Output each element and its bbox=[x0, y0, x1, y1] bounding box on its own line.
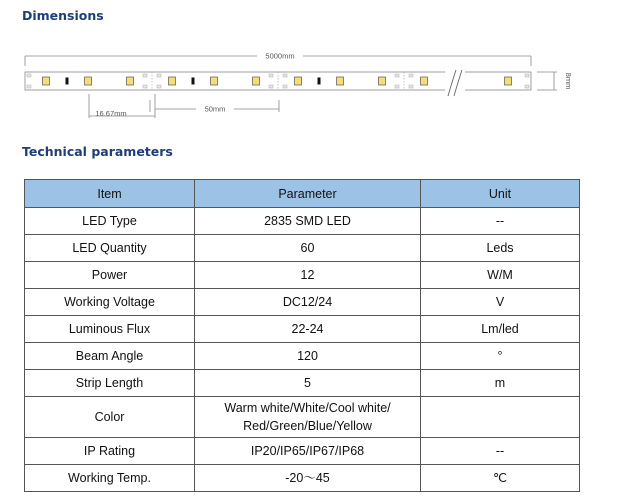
parameter-cell: 2835 SMD LED bbox=[195, 208, 421, 235]
table-row bbox=[25, 208, 580, 235]
table-row bbox=[25, 235, 580, 262]
led-chip bbox=[169, 77, 176, 85]
resistor bbox=[318, 78, 321, 85]
table-row bbox=[25, 262, 580, 289]
led-chip bbox=[505, 77, 512, 85]
item-cell: Working Temp. bbox=[25, 465, 195, 492]
unit-cell: ° bbox=[421, 343, 580, 370]
led-chip bbox=[295, 77, 302, 85]
parameter-line: Red/Green/Blue/Yellow bbox=[243, 419, 372, 433]
solder-pad bbox=[395, 74, 399, 77]
led-chip bbox=[253, 77, 260, 85]
parameter-cell: 5 bbox=[195, 370, 421, 397]
unit-cell: ℃ bbox=[421, 465, 580, 492]
item-cell: Working Voltage bbox=[25, 289, 195, 316]
solder-pad bbox=[525, 85, 529, 88]
item-cell: LED Quantity bbox=[25, 235, 195, 262]
column-header-parameter: Parameter bbox=[195, 180, 421, 208]
item-cell: Power bbox=[25, 262, 195, 289]
led-strip-dimension-diagram bbox=[0, 40, 617, 130]
cut-unit-label: 16.67mm bbox=[95, 109, 127, 118]
solder-pad bbox=[525, 74, 529, 77]
height-label: 8mm bbox=[564, 72, 573, 90]
solder-pad bbox=[409, 85, 413, 88]
solder-pad bbox=[157, 74, 161, 77]
solder-pad bbox=[27, 74, 31, 77]
column-header-unit: Unit bbox=[421, 180, 580, 208]
table-row bbox=[25, 370, 580, 397]
led-chip bbox=[211, 77, 218, 85]
unit-cell: m bbox=[421, 370, 580, 397]
table-row bbox=[25, 316, 580, 343]
unit-cell bbox=[421, 397, 580, 438]
parameter-cell: IP20/IP65/IP67/IP68 bbox=[195, 438, 421, 465]
led-chip bbox=[85, 77, 92, 85]
unit-cell: W/M bbox=[421, 262, 580, 289]
table-row bbox=[25, 438, 580, 465]
unit-cell: V bbox=[421, 289, 580, 316]
table-row bbox=[25, 397, 580, 438]
solder-pad bbox=[157, 85, 161, 88]
parameter-cell: 12 bbox=[195, 262, 421, 289]
parameter-cell: 120 bbox=[195, 343, 421, 370]
dimensions-title: Dimensions bbox=[22, 8, 104, 23]
technical-parameters-table bbox=[24, 179, 580, 492]
unit-cell: Lm/led bbox=[421, 316, 580, 343]
item-cell: Beam Angle bbox=[25, 343, 195, 370]
item-cell: Luminous Flux bbox=[25, 316, 195, 343]
table-row bbox=[25, 289, 580, 316]
solder-pad bbox=[269, 74, 273, 77]
solder-pad bbox=[283, 74, 287, 77]
solder-pad bbox=[143, 85, 147, 88]
segment-label: 50mm bbox=[204, 104, 226, 114]
resistor bbox=[66, 78, 69, 85]
led-chip bbox=[127, 77, 134, 85]
led-chip bbox=[337, 77, 344, 85]
column-header-item: Item bbox=[25, 180, 195, 208]
solder-pad bbox=[283, 85, 287, 88]
table-row bbox=[25, 343, 580, 370]
item-cell: Color bbox=[25, 397, 195, 438]
item-cell: Strip Length bbox=[25, 370, 195, 397]
technical-parameters-title: Technical parameters bbox=[22, 144, 173, 159]
parameter-line: Warm white/White/Cool white/ bbox=[224, 401, 391, 415]
unit-cell: -- bbox=[421, 438, 580, 465]
led-chip bbox=[379, 77, 386, 85]
solder-pad bbox=[27, 85, 31, 88]
parameter-cell: 60 bbox=[195, 235, 421, 262]
parameter-cell: DC12/24 bbox=[195, 289, 421, 316]
parameter-cell: 22-24 bbox=[195, 316, 421, 343]
table-row bbox=[25, 465, 580, 492]
resistor bbox=[192, 78, 195, 85]
parameter-cell bbox=[195, 397, 421, 438]
total-length-label: 5000mm bbox=[265, 51, 295, 61]
solder-pad bbox=[269, 85, 273, 88]
unit-cell: -- bbox=[421, 208, 580, 235]
led-chip bbox=[421, 77, 428, 85]
table-header-row bbox=[25, 180, 580, 208]
solder-pad bbox=[143, 74, 147, 77]
unit-cell: Leds bbox=[421, 235, 580, 262]
item-cell: IP Rating bbox=[25, 438, 195, 465]
solder-pad bbox=[409, 74, 413, 77]
item-cell: LED Type bbox=[25, 208, 195, 235]
solder-pad bbox=[395, 85, 399, 88]
parameter-cell: -20～45 bbox=[195, 465, 421, 492]
led-chip bbox=[43, 77, 50, 85]
